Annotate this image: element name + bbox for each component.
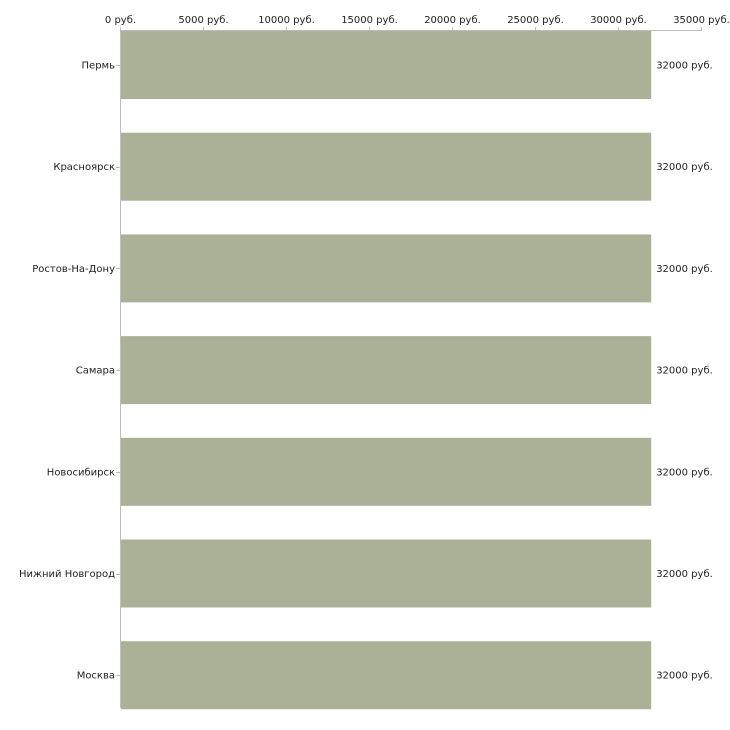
data-label: 32000 руб. [656,670,713,682]
x-tick-label: 35000 руб. [673,15,730,26]
data-label: 32000 руб. [656,365,713,377]
x-tick-label: 30000 руб. [590,15,647,26]
data-label: 32000 руб. [656,162,713,174]
data-label: 32000 руб. [656,569,713,580]
x-tick-label: 0 руб. [104,15,137,26]
data-label: 32000 руб. [656,467,713,479]
category-label: Москва [76,670,115,682]
bar [121,438,651,506]
category-label: Нижний Новгород [18,569,115,580]
x-tick-label: 20000 руб. [424,15,481,26]
category-label: Ростов-На-Дону [32,263,115,275]
bar [121,336,651,404]
x-tick-label: 25000 руб. [507,15,564,26]
data-label: 32000 руб. [656,263,713,275]
data-label: 32000 руб. [656,60,713,72]
category-label: Пермь [81,60,115,72]
bars-group [121,31,651,709]
bar [121,31,651,99]
category-label: Новосибирск [46,467,115,479]
bar [121,540,651,608]
x-tick-label: 15000 руб. [341,15,398,26]
bar [121,641,651,709]
x-axis [105,15,730,31]
x-tick-label: 5000 руб. [178,15,229,26]
category-label: Самара [75,365,115,377]
x-tick-label: 10000 руб. [258,15,315,26]
category-axis [19,61,120,682]
bar [121,133,651,201]
data-labels-group [656,61,713,682]
category-label: Красноярск [53,162,115,174]
bar [121,234,651,302]
